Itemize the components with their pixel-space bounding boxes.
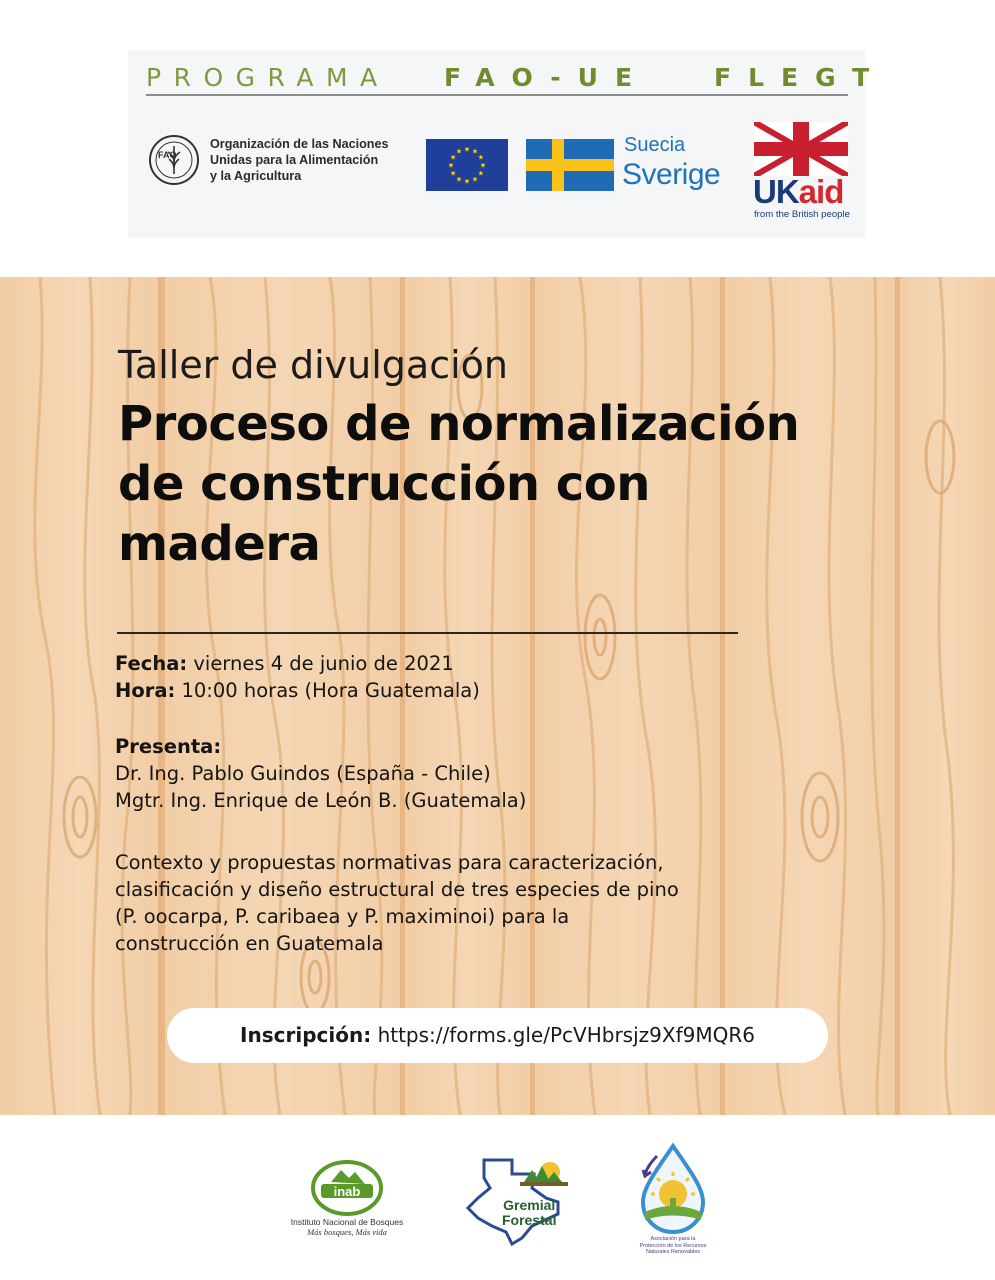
program-label: PROGRAMA (146, 63, 390, 92)
fao-org-line: y la Agricultura (210, 169, 302, 183)
presenters-heading (115, 733, 221, 760)
event-subtitle: Taller de divulgación (118, 343, 508, 387)
asoc-caption-line: Asociación para la (650, 1236, 696, 1242)
ukaid-tagline: from the British people (754, 209, 850, 220)
asociacion-logo-icon (633, 1140, 713, 1236)
event-title (118, 394, 918, 574)
event-time (115, 677, 480, 704)
eu-star: ★ (447, 161, 455, 170)
eu-star: ★ (479, 161, 487, 170)
fao-org-name (210, 136, 420, 184)
fao-org-line: Organización de las Naciones (210, 137, 389, 151)
eu-star: ★ (471, 147, 479, 156)
inab-caption: Instituto Nacional de Bosques (290, 1217, 404, 1227)
registration-link[interactable]: https://forms.gle/PcVHbrsjz9Xf9MQR6 (371, 1023, 755, 1047)
date-label: Fecha: (115, 652, 188, 675)
presenter-item: Dr. Ing. Pablo Guindos (España - Chile) (115, 762, 491, 785)
flegt-label: FLEGT (714, 63, 887, 92)
gremial-forestal-text (502, 1198, 556, 1228)
fao-ue-label: FAO-UE (444, 63, 650, 92)
title-divider (117, 632, 738, 634)
gremial-line: Forestal (502, 1212, 557, 1228)
asoc-caption-line: Naturales Renovables (645, 1249, 701, 1255)
registration-label: Inscripción: (240, 1023, 372, 1047)
eu-star: ★ (455, 147, 463, 156)
program-banner (146, 63, 887, 96)
presenters-label: Presenta: (115, 735, 222, 758)
event-title-line: madera (118, 516, 321, 572)
ukaid-uk: UK (753, 173, 799, 210)
uk-flag-icon (754, 122, 848, 176)
ukaid-aid: aid (798, 173, 844, 210)
fao-logo-f: FAO (158, 150, 177, 160)
asociacion-caption (622, 1236, 724, 1256)
fao-logo-icon (148, 134, 200, 186)
registration-text (167, 1008, 828, 1063)
event-title-line: Proceso de normalización (118, 396, 800, 452)
asoc-caption-line: Protección de los Recursos (639, 1242, 707, 1249)
date-value: viernes 4 de junio de 2021 (187, 652, 454, 675)
inab-motto: Más bosques, Más vida (307, 1227, 387, 1237)
eu-star: ★ (463, 177, 471, 186)
registration-banner (167, 1008, 828, 1063)
description-line: (P. oocarpa, P. caribaea y P. maximinoi) para la (115, 905, 570, 928)
time-value: 10:00 horas (Hora Guatemala) (175, 679, 480, 702)
eu-star: ★ (455, 175, 463, 184)
ukaid-logo (753, 174, 843, 210)
inab-logo-text: inab (333, 1184, 361, 1199)
eu-star: ★ (477, 169, 484, 178)
time-label: Hora: (115, 679, 176, 702)
sweden-flag-icon (526, 139, 614, 191)
suecia-label: Suecia (624, 134, 686, 156)
inab-logo-icon (307, 1158, 387, 1218)
eu-flag-icon (426, 139, 508, 191)
description-line: construcción en Guatemala (115, 932, 384, 955)
fao-org-line: Unidas para la Alimentación (210, 153, 379, 167)
event-date (115, 650, 454, 677)
description-line: clasificación y diseño estructural de tres especies de pino (115, 878, 679, 901)
sverige-label: Sverige (622, 158, 721, 191)
event-title-line: de construcción con (118, 456, 650, 512)
eu-star: ★ (463, 145, 471, 154)
eu-star: ★ (450, 169, 457, 178)
description-line: Contexto y propuestas normativas para caracterización, (115, 851, 664, 874)
eu-star: ★ (477, 153, 484, 162)
eu-star: ★ (471, 175, 479, 184)
partner-header (128, 50, 887, 238)
presenter-item: Mgtr. Ing. Enrique de León B. (Guatemala) (115, 789, 527, 812)
eu-star: ★ (450, 153, 457, 162)
gremial-line: Gremial (503, 1197, 556, 1213)
